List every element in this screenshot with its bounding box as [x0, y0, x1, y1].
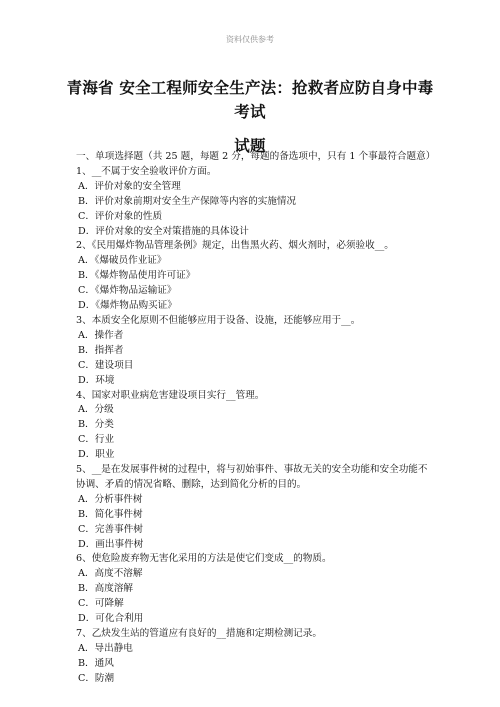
question-stem: 4、国家对职业病危害建设项目实行__管理。 — [76, 389, 265, 401]
option-b: B．分类 — [78, 419, 114, 431]
question-6 — [76, 552, 436, 627]
option-b: B．《爆炸物品使用许可证》 — [78, 270, 196, 282]
question-list — [76, 150, 436, 687]
option-c: C．完善事件树 — [78, 523, 143, 535]
option-d: D．可化合利用 — [78, 613, 144, 625]
option-b: B．通风 — [78, 657, 114, 669]
section-intro: 一、单项选择题（共 25 题，每题 2 分，每题的备选项中，只有 1 个事最符合题意） — [76, 151, 436, 162]
question-7 — [76, 627, 436, 687]
option-a: A．评价对象的安全管理 — [78, 180, 181, 192]
option-d: D．《爆炸物品购买证》 — [78, 300, 177, 312]
option-c: C．建设项目 — [78, 359, 134, 371]
document-title — [60, 76, 440, 158]
option-a: A．导出静电 — [78, 642, 133, 654]
question-1 — [76, 165, 436, 240]
question-2 — [76, 239, 436, 314]
option-a: A．分级 — [78, 404, 114, 416]
option-d: D．职业 — [78, 449, 115, 461]
option-c: C．《爆炸物品运输证》 — [78, 285, 177, 297]
option-c: C．可降解 — [78, 598, 124, 610]
title-line-1: 青海省 安全工程师安全生产法：抢救者应防自身中毒考试 — [66, 78, 434, 121]
question-5 — [76, 463, 436, 552]
option-b: B．高度溶解 — [78, 583, 134, 595]
option-a: A．《爆破员作业证》 — [78, 255, 167, 267]
option-a: A．分析事件树 — [78, 493, 143, 505]
question-4 — [76, 389, 436, 464]
question-stem: 7、乙炔发生站的管道应有良好的__措施和定期检测记录。 — [76, 628, 322, 639]
option-d: D．画出事件树 — [78, 538, 144, 550]
option-a: A．操作者 — [78, 329, 124, 341]
option-c: C．行业 — [78, 434, 115, 446]
option-a: A．高度不溶解 — [78, 568, 143, 580]
watermark-text: 资料仅供参考 — [226, 35, 274, 44]
option-c: C．评价对象的性质 — [78, 210, 163, 222]
option-b: B．评价对象前期对安全生产保障等内容的实施情况 — [78, 195, 297, 207]
question-stem: 2、《民用爆炸物品管理条例》规定，出售黑火药、烟火剂时，必须验收__。 — [76, 240, 394, 252]
option-d: D．评价对象的安全对策措施的具体设计 — [78, 225, 249, 237]
title-line-2: 试题 — [234, 136, 266, 155]
option-b: B．指挥者 — [78, 344, 124, 356]
question-stem: 6、使危险废弃物无害化采用的方法是使它们变成__的物质。 — [76, 553, 332, 565]
question-stem: 1、__不属于安全验收评价方面。 — [76, 165, 217, 177]
question-3 — [76, 314, 436, 389]
option-d: D．环境 — [78, 374, 115, 386]
option-b: B．简化事件树 — [78, 508, 143, 520]
question-stem: 3、本质安全化原则不但能够应用于设备、设施，还能够应用于__。 — [76, 314, 361, 326]
question-stem: 5、__是在发展事件树的过程中，将与初始事件、事故无关的安全功能和安全功能不协调、矛盾的情况省略、删除，达到简化分析的目的。 — [76, 464, 428, 490]
option-c: C．防潮 — [78, 672, 115, 684]
